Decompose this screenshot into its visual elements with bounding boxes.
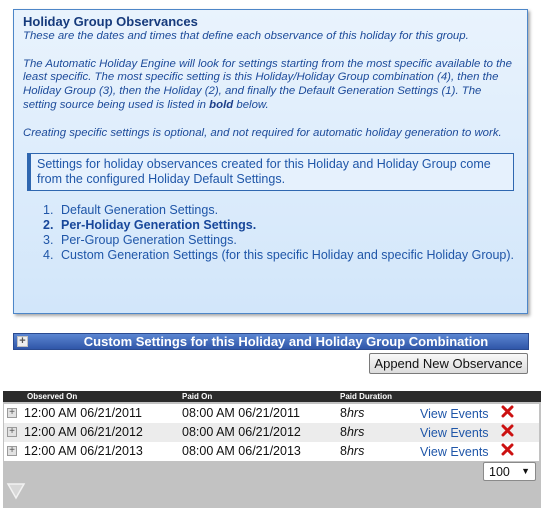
view-events-cell: [420, 407, 489, 421]
append-new-observance-button[interactable]: Append New Observance: [369, 353, 528, 374]
column-header-observed-on[interactable]: Observed On: [27, 392, 78, 401]
duration-cell: [340, 444, 364, 458]
observed-on-cell: 12:00 AM 06/21/2011: [24, 406, 142, 420]
source-item-custom: [23, 248, 518, 263]
table-row: [4, 404, 539, 423]
duration-value: 8: [340, 425, 347, 439]
duration-cell: [340, 406, 364, 420]
page-size-select[interactable]: [483, 462, 536, 481]
paid-on-cell: 08:00 AM 06/21/2013: [182, 444, 301, 458]
column-header-paid-duration[interactable]: Paid Duration: [340, 392, 393, 401]
view-events-cell: [420, 426, 489, 440]
column-header-paid-on[interactable]: Paid On: [182, 392, 213, 401]
expand-plus-icon[interactable]: +: [17, 336, 28, 347]
chevron-down-icon: ▼: [521, 466, 530, 476]
plus-box-icon[interactable]: +: [7, 427, 17, 437]
source-item-per-group: [23, 233, 518, 248]
source-label: Custom Generation Settings (for this specific Holiday and specific Holiday Group).: [61, 248, 514, 263]
observances-grid: [3, 391, 541, 508]
red-x-icon[interactable]: [501, 405, 514, 418]
duration-value: 8: [340, 444, 347, 458]
source-label: Per-Group Generation Settings.: [61, 233, 237, 248]
plus-box-icon[interactable]: +: [7, 446, 17, 456]
source-number: 1.: [43, 203, 54, 218]
engine-explanation-tail: below.: [233, 98, 269, 111]
source-number: 3.: [43, 233, 54, 248]
plus-box-icon[interactable]: +: [7, 408, 17, 418]
view-events-cell: [420, 445, 489, 459]
red-x-icon[interactable]: [501, 424, 514, 437]
section-title: Custom Settings for this Holiday and Holiday Group Combination: [83, 334, 489, 349]
view-events-link[interactable]: View Events: [420, 445, 489, 459]
view-events-link[interactable]: View Events: [420, 407, 489, 421]
holiday-group-observances-panel: [13, 9, 528, 314]
bold-word: bold: [209, 98, 234, 111]
duration-unit: hrs: [346, 444, 365, 458]
source-label: Per-Holiday Generation Settings.: [61, 218, 257, 233]
source-label: Default Generation Settings.: [61, 203, 219, 218]
source-number: 4.: [43, 248, 54, 263]
grid-header: [3, 391, 541, 402]
observed-on-cell: 12:00 AM 06/21/2013: [24, 444, 143, 458]
triangle-down-icon[interactable]: [6, 482, 26, 500]
engine-explanation-text: The Automatic Holiday Engine will look for settings starting from the most specific available to the least specific. The most specific setting is this Holiday/Holiday Group combination (4), then the Holiday Group (3), then the Holiday (2), and finally the Default Generation Settings (1). The setting source being used is listed in: [23, 57, 512, 111]
settings-source-notice: Settings for holiday observances created for this Holiday and Holiday Group come from the configured Holiday Default Settings.: [27, 153, 514, 191]
table-row: [4, 423, 539, 442]
panel-title: Holiday Group Observances: [23, 14, 198, 29]
source-number: 2.: [43, 218, 54, 233]
source-item-default: [23, 203, 518, 218]
paid-on-cell: 08:00 AM 06/21/2012: [182, 425, 301, 439]
table-row: [4, 442, 539, 461]
source-item-per-holiday: [23, 218, 518, 233]
observed-on-cell: 12:00 AM 06/21/2012: [24, 425, 143, 439]
intro-text: These are the dates and times that define each observance of this holiday for this group.: [23, 30, 469, 42]
page-size-value: 100: [489, 465, 510, 479]
duration-unit: hrs: [346, 406, 365, 420]
view-events-link[interactable]: View Events: [420, 426, 489, 440]
custom-settings-section-header[interactable]: [13, 333, 529, 350]
engine-explanation: [23, 58, 518, 113]
paid-on-cell: 08:00 AM 06/21/2011: [182, 406, 300, 420]
duration-unit: hrs: [346, 425, 365, 439]
optional-note: Creating specific settings is optional, and not required for automatic holiday generation to work.: [23, 126, 502, 139]
red-x-icon[interactable]: [501, 443, 514, 456]
duration-cell: [340, 425, 364, 439]
duration-value: 8: [340, 406, 347, 420]
settings-source-list: [23, 203, 518, 263]
